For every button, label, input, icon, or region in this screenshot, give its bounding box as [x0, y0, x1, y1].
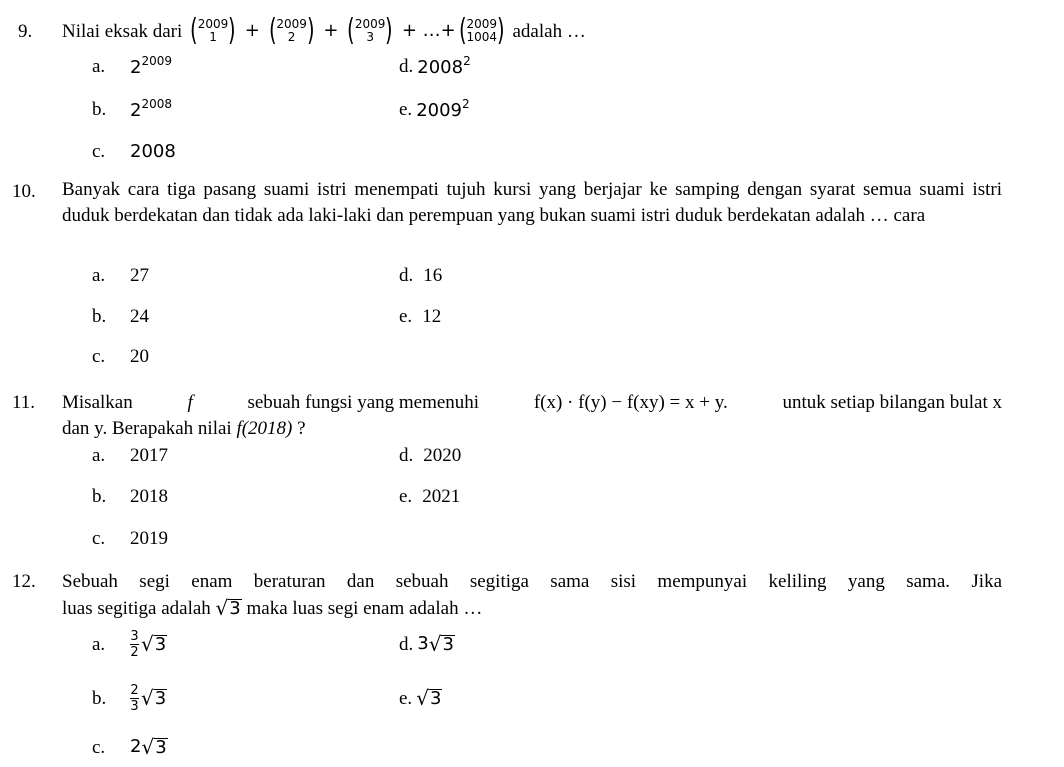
option-10c[interactable]: c. 20 — [92, 346, 149, 367]
option-9a[interactable]: a. $2^{2009}$ — [92, 54, 172, 78]
option-12a[interactable]: a. $\frac{3}{2}$ √ 3 — [92, 629, 167, 660]
option-9b[interactable]: b. $2^{2008}$ — [92, 97, 172, 121]
option-9c[interactable]: c. 2008 — [92, 140, 176, 162]
option-10a[interactable]: a. 27 — [92, 265, 149, 286]
option-11e[interactable]: e. 2021 — [399, 486, 461, 507]
option-12b[interactable]: b. $\frac{2}{3}$ √ 3 — [92, 683, 167, 714]
option-10e[interactable]: e. 12 — [399, 306, 442, 327]
question-9-number: 9. — [18, 21, 33, 42]
option-11c[interactable]: c. 2019 — [92, 528, 168, 549]
question-11-number: 11. — [12, 392, 36, 413]
question-10-number: 10. — [12, 181, 36, 202]
option-12c[interactable]: c. 2 √ 3 — [92, 735, 167, 759]
option-12d[interactable]: d. 3 √ 3 — [399, 632, 454, 656]
option-11a[interactable]: a. 2017 — [92, 445, 168, 466]
question-9-prefix: Nilai eksak dari — [62, 20, 183, 42]
question-11-line1: Misalkan f sebuah fungsi yang memenuhi f(x) · f(y) − f(xy) = x + y. untuk setiap bilangan bulat x — [62, 392, 1002, 413]
functional-equation: f(x) · f(y) − f(xy) = x + y. — [533, 392, 728, 413]
option-10d[interactable]: d. 16 — [399, 265, 443, 286]
binomial-1: ( 2009 1 ) — [190, 13, 236, 48]
binomial-3: ( 2009 3 ) — [347, 13, 394, 48]
question-10-text: Banyak cara tiga pasang suami istri menempati tujuh kursi yang berjajar ke samping dengan syarat semua suami istri duduk berdekatan dan tidak ada laki-laki dan perempuan yang bukan suami istri duduk berdekatan adalah … cara — [62, 179, 1002, 226]
question-12-number: 12. — [12, 571, 36, 592]
question-12-line2: luas segitiga adalah √ 3 maka luas segi enam adalah … — [62, 596, 483, 620]
question-9-suffix: adalah … — [512, 20, 586, 42]
binomial-4: ( 2009 1004 ) — [458, 13, 505, 48]
question-12-line1: Sebuah segi enam beraturan dan sebuah segitiga sama sisi mempunyai keliling yang sama. Jika — [62, 571, 1002, 592]
sqrt-3: √ 3 — [215, 596, 241, 620]
option-9d[interactable]: d. 2008$^2$ — [399, 54, 471, 78]
option-11b[interactable]: b. 2018 — [92, 486, 168, 507]
option-10b[interactable]: b. 24 — [92, 306, 149, 327]
question-11-line2: dan y. Berapakah nilai f(2018) ? — [62, 418, 306, 439]
ellipsis-plus: + …+ — [401, 20, 456, 41]
option-11d[interactable]: d. 2020 — [399, 445, 462, 466]
option-12e[interactable]: e. √ 3 — [399, 686, 442, 710]
option-9e[interactable]: e. 2009$^2$ — [399, 97, 470, 121]
binomial-2: ( 2009 2 ) — [268, 13, 315, 48]
question-9-stem: Nilai eksak dari ( 2009 1 ) + ( 2009 2 ) + ( 2009 3 ) + …+ ( 2009 1004 ) adalah … — [62, 13, 586, 48]
